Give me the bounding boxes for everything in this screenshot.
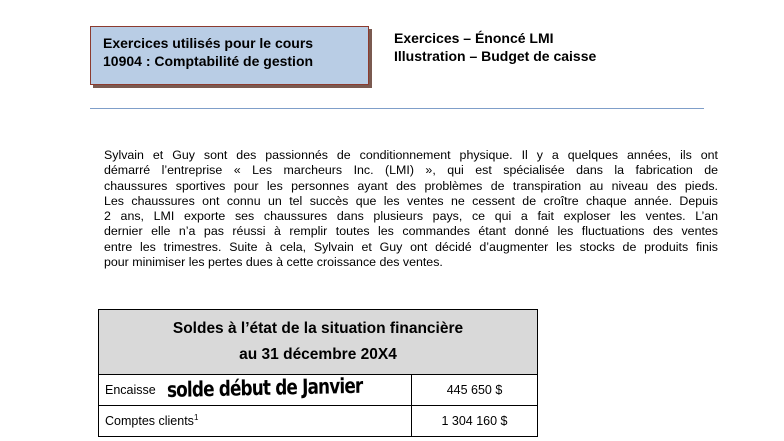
paragraph-line: Les chaussures ont connu un tel succès que les ventes ne cessent de croître chaque année. Depuis [104, 193, 718, 208]
footnote-marker: 1 [193, 413, 199, 423]
header-subtitle: Illustration – Budget de caisse [394, 48, 597, 64]
table-header-row [99, 310, 538, 375]
row-label: Comptes clients [105, 414, 194, 429]
header-divider [90, 108, 704, 109]
intro-paragraph [104, 148, 718, 270]
table-title-line-2: au 31 décembre 20X4 [239, 346, 397, 363]
handwritten-annotation: solde début de Janvier [166, 373, 363, 402]
paragraph-line: entre les trimestres. Suite à cela, Sylvain et Guy ont décidé d’augmenter les stocks de produits finis [104, 239, 718, 254]
row-label-cell [99, 406, 412, 437]
table-title-line-1: Soldes à l’état de la situation financière [172, 320, 464, 337]
financial-position-table [98, 309, 538, 437]
table-row [99, 406, 538, 437]
paragraph-line: pour minimiser les pertes dues à cette croissance des ventes. [104, 255, 443, 270]
table-title [99, 310, 538, 375]
course-box-line-1: Exercices utilisés pour le cours [103, 35, 314, 51]
course-info-box [90, 26, 369, 85]
paragraph-line: Sylvain et Guy sont des passionnés de conditionnement physique. Il y a quelques années, ils ont [104, 148, 718, 162]
row-amount: 445 650 $ [412, 375, 538, 406]
table-row [99, 375, 538, 406]
row-amount: 1 304 160 $ [412, 406, 538, 437]
paragraph-line: chaussures sportives pour les personnes ayant des problèmes de transpiration au niveau des pieds. [104, 178, 718, 193]
header-title: Exercices – Énoncé LMI [394, 30, 554, 46]
paragraph-line: démarré l’entreprise « Les marcheurs Inc. (LMI) », qui est spécialisée dans la fabrication de [104, 163, 718, 178]
paragraph-line: 2 ans, LMI exporte ses chaussures dans plusieurs pays, ce qui a fait exploser les ventes. L’an [104, 209, 718, 224]
paragraph-line: dernier elle n’a pas réussi à remplir toutes les commandes étant donné les fluctuations des ventes [104, 224, 718, 239]
row-label-cell [99, 375, 412, 406]
document-header [394, 29, 596, 65]
course-box-line-2: 10904 : Comptabilité de gestion [103, 53, 314, 69]
row-label: Encaisse [105, 383, 156, 397]
